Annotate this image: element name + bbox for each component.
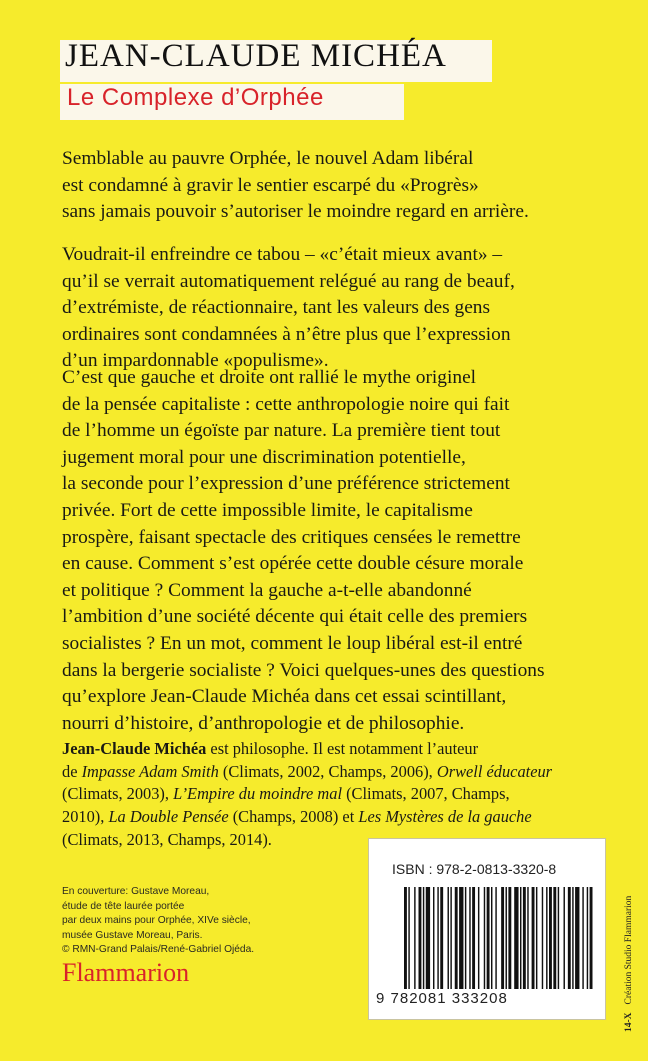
text-line: d’un impardonnable «populisme». bbox=[62, 350, 329, 372]
barcode-bar bbox=[433, 887, 434, 989]
barcode-bar bbox=[440, 887, 443, 989]
bio-text: de bbox=[62, 761, 82, 781]
barcode-bar bbox=[527, 887, 528, 989]
barcode-bar bbox=[564, 887, 565, 989]
barcode-bar bbox=[437, 887, 438, 989]
text-line: sans jamais pouvoir s’autoriser le moindre regard en arrière. bbox=[62, 201, 529, 223]
credit-line: © RMN-Grand Palais/René-Gabriel Ojéda. bbox=[62, 944, 255, 956]
text-line: l’ambition d’une société décente qui était celle des premiers bbox=[62, 606, 528, 628]
barcode-bar bbox=[508, 887, 511, 989]
bio-text: (Climats, 2003), bbox=[62, 784, 174, 804]
spine-credit-text: Création Studio Flammarion bbox=[624, 895, 634, 1005]
text-line: la seconde pour l’expression d’une préférence strictement bbox=[62, 473, 510, 495]
blurb-paragraph-1 bbox=[62, 146, 622, 226]
text-line: dans la bergerie socialiste ? Voici quelques-unes des questions bbox=[62, 659, 545, 681]
barcode-bar bbox=[590, 887, 593, 989]
bio-work-title: La Double Pensée bbox=[108, 807, 229, 827]
barcode-bar bbox=[501, 887, 504, 989]
barcode-bar bbox=[523, 887, 526, 989]
bio-work-title: Orwell éducateur bbox=[436, 761, 553, 781]
barcode-bar bbox=[506, 887, 507, 989]
barcode-bar bbox=[514, 887, 518, 989]
barcode-bar bbox=[582, 887, 583, 989]
credit-line: étude de tête laurée portée bbox=[62, 900, 185, 912]
bio-work-title: Les Mystères de la gauche bbox=[358, 807, 532, 827]
text-line: C’est que gauche et droite ont rallié le mythe originel bbox=[62, 367, 477, 388]
barcode-bar bbox=[536, 887, 537, 989]
barcode-bar bbox=[426, 887, 430, 989]
barcode-bar bbox=[404, 887, 407, 989]
barcode-bar bbox=[423, 887, 424, 989]
publisher-logo: Flammarion bbox=[62, 958, 190, 987]
barcode-bar bbox=[484, 887, 485, 989]
barcode-bar bbox=[553, 887, 556, 989]
credit-line: par deux mains pour Orphée, XIVe siècle, bbox=[62, 915, 251, 927]
bio-text: (Climats, 2007, Champs, bbox=[342, 784, 510, 804]
bio-line: (Climats, 2013, Champs, 2014). bbox=[62, 829, 272, 849]
barcode-bar bbox=[487, 887, 490, 989]
text-line: ordinaires sont condamnées à n’être plus que l’expression bbox=[62, 323, 511, 345]
barcode-bar bbox=[450, 887, 451, 989]
text-line: socialistes ? En un mot, comment le loup libéral est-il entré bbox=[62, 632, 523, 654]
bio-text: est philosophe. Il est notamment l’auteur bbox=[206, 739, 479, 758]
barcode-bar bbox=[549, 887, 552, 989]
barcode-bar bbox=[419, 887, 422, 989]
barcode-bar bbox=[542, 887, 543, 989]
text-line: prospère, faisant spectacle des critiques censées le remettre bbox=[62, 526, 521, 548]
barcode-bar bbox=[520, 887, 521, 989]
bio-text: (Climats, 2002, Champs, 2006), bbox=[218, 761, 437, 781]
text-line: de la pensée capitaliste : cette anthropologie noire qui fait bbox=[62, 393, 510, 415]
barcode-bar bbox=[575, 887, 579, 989]
barcode-bar bbox=[455, 887, 458, 989]
bio-line bbox=[62, 806, 622, 829]
cover-credit bbox=[62, 885, 362, 958]
barcode-bar bbox=[495, 887, 496, 989]
barcode-bar bbox=[532, 887, 535, 989]
bio-author-name: Jean-Claude Michéa bbox=[62, 739, 207, 758]
text-line: de l’homme un égoïste par nature. La première tient tout bbox=[62, 420, 501, 442]
credit-line: En couverture: Gustave Moreau, bbox=[62, 886, 210, 897]
isbn-number: ISBN : 978-2-0813-3320-8 bbox=[392, 861, 557, 877]
text-line: est condamné à gravir le sentier escarpé du «Progrès» bbox=[62, 174, 479, 196]
barcode-bar bbox=[408, 887, 409, 989]
barcode-bar bbox=[587, 887, 588, 989]
spine-credit bbox=[624, 896, 634, 1032]
barcode-bar bbox=[459, 887, 463, 989]
barcode-bar bbox=[546, 887, 547, 989]
barcode-bar bbox=[472, 887, 475, 989]
barcode-bar bbox=[465, 887, 466, 989]
barcode-digits: 9 782081 333208 bbox=[376, 990, 508, 1007]
barcode-bar bbox=[414, 887, 415, 989]
barcode-bar bbox=[568, 887, 571, 989]
author-bio bbox=[62, 738, 622, 852]
bio-line bbox=[62, 783, 622, 806]
blurb-paragraph-3 bbox=[62, 365, 622, 737]
barcode-bar bbox=[478, 887, 479, 989]
text-line: qu’explore Jean-Claude Michéa dans cet essai scintillant, bbox=[62, 686, 507, 708]
barcode-bar bbox=[469, 887, 470, 989]
credit-line: musée Gustave Moreau, Paris. bbox=[62, 929, 203, 941]
text-line: en cause. Comment s’est opérée cette double césure morale bbox=[62, 553, 524, 575]
barcode-image bbox=[404, 887, 594, 989]
bio-text: 2010), bbox=[62, 807, 109, 827]
text-line: qu’il se verrait automatiquement relégué au rang de beauf, bbox=[62, 270, 515, 292]
bio-work-title: Impasse Adam Smith bbox=[81, 761, 219, 781]
bio-line bbox=[62, 738, 622, 761]
bio-work-title: L’Empire du moindre mal bbox=[173, 784, 342, 804]
barcode-bar bbox=[558, 887, 559, 989]
text-line: jugement moral pour une discrimination potentielle, bbox=[62, 446, 466, 468]
text-line: nourri d’histoire, d’anthropologie et de philosophie. bbox=[62, 712, 465, 734]
bio-text: (Champs, 2008) et bbox=[228, 807, 359, 827]
barcode-bar bbox=[491, 887, 492, 989]
barcode-bar bbox=[448, 887, 449, 989]
author-name: JEAN-CLAUDE MICHÉA bbox=[65, 38, 447, 74]
spine-code: 14-X bbox=[624, 1012, 634, 1032]
bio-line bbox=[62, 761, 622, 784]
text-line: et politique ? Comment la gauche a-t-elle abandonné bbox=[62, 579, 472, 601]
text-line: Voudrait-il enfreindre ce tabou – «c’était mieux avant» – bbox=[62, 244, 503, 265]
text-line: d’extrémiste, de réactionnaire, tant les valeurs des gens bbox=[62, 297, 491, 319]
blurb-paragraph-2 bbox=[62, 242, 622, 375]
book-title: Le Complexe d’Orphée bbox=[67, 84, 324, 111]
barcode-bar bbox=[572, 887, 573, 989]
text-line: Semblable au pauvre Orphée, le nouvel Adam libéral bbox=[62, 148, 474, 169]
text-line: privée. Fort de cette impossible limite, le capitalisme bbox=[62, 499, 473, 521]
